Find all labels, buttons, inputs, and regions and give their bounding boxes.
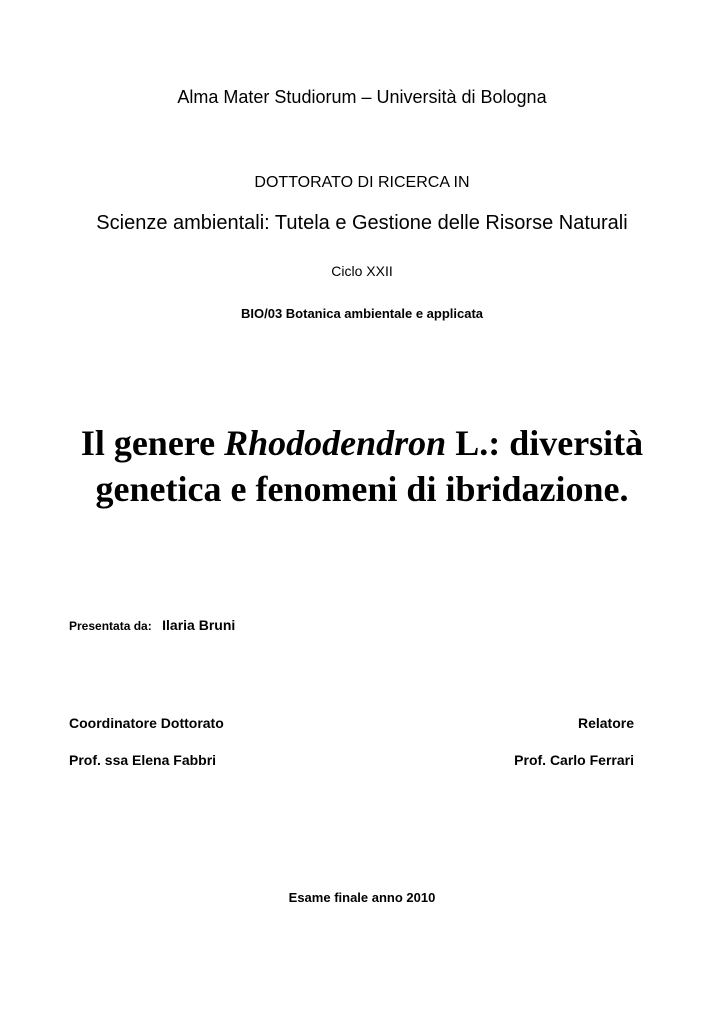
thesis-title-line2: genetica e fenomeni di ibridazione. xyxy=(95,469,629,509)
cycle-label: Ciclo XXII xyxy=(331,263,393,279)
title-part2: L.: diversità xyxy=(446,423,644,463)
presenter xyxy=(69,617,235,635)
coordinator-name: Prof. ssa Elena Fabbri xyxy=(69,752,217,768)
title-genus: Rhododendron xyxy=(224,423,447,463)
university-name: Alma Mater Studiorum – Università di Bologna xyxy=(177,87,547,107)
thesis-title xyxy=(0,420,724,512)
presenter-name: Ilaria Bruni xyxy=(162,617,236,633)
supervisor-label: Relatore xyxy=(577,715,634,731)
final-exam-year: Esame finale anno 2010 xyxy=(288,890,436,905)
coordinator-label: Coordinatore Dottorato xyxy=(69,715,224,731)
presenter-label: Presentata da: xyxy=(69,619,152,633)
programme-label: DOTTORATO DI RICERCA IN xyxy=(254,174,470,191)
thesis-title-line1 xyxy=(0,420,724,466)
supervisor-name: Prof. Carlo Ferrari xyxy=(514,752,634,768)
scientific-sector: BIO/03 Botanica ambientale e applicata xyxy=(240,306,484,321)
title-part1: Il genere xyxy=(80,423,225,463)
course-name: Scienze ambientali: Tutela e Gestione delle Risorse Naturali xyxy=(96,212,628,234)
